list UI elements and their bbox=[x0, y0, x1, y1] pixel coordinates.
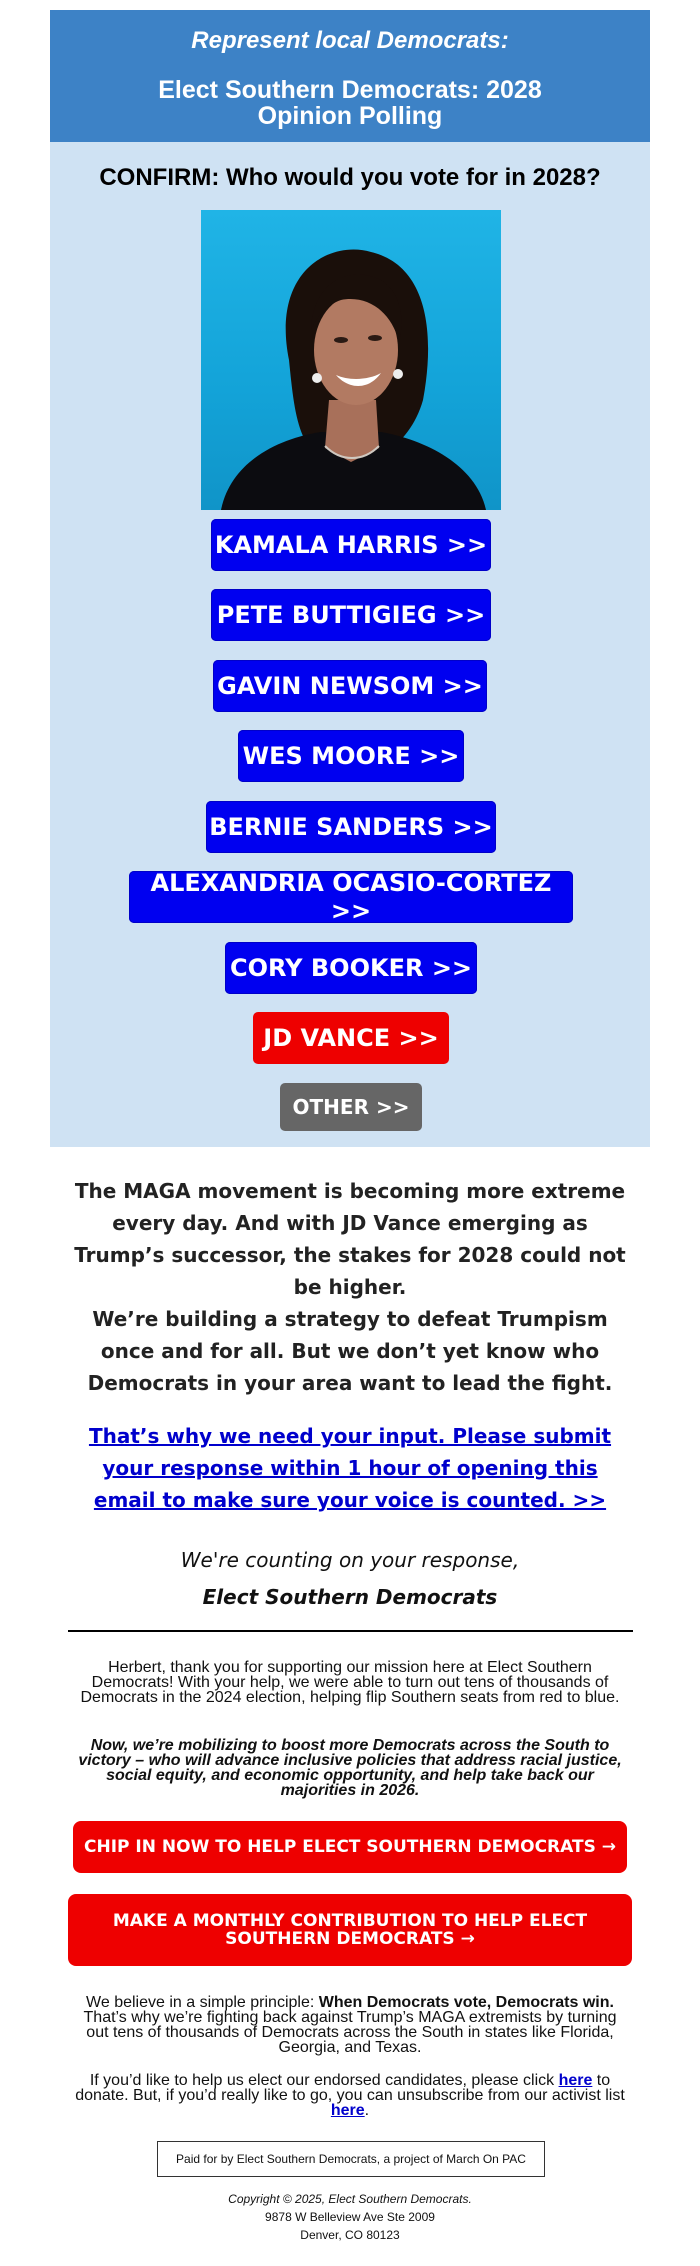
address-line-1: 9878 W Belleview Ave Ste 2009 bbox=[265, 2210, 435, 2224]
signoff-line: We're counting on your response, bbox=[180, 1548, 520, 1572]
paid-for-disclaimer: Paid for by Elect Southern Democrats, a project of March On PAC bbox=[157, 2141, 545, 2177]
vote-newsom-button[interactable]: GAVIN NEWSOM >> bbox=[213, 660, 487, 712]
vote-booker-button[interactable]: CORY BOOKER >> bbox=[225, 942, 477, 994]
help-text-mid: to donate. But, if you’d really like to go, you can unsubscribe from our activist list bbox=[75, 2072, 625, 2104]
body-paragraph-2: We’re building a strategy to defeat Trumpism once and for all. But we don’t yet know who Democrats in your area want to lead the fight. bbox=[87, 1307, 613, 1395]
response-cta-link[interactable]: That’s why we need your input. Please submit your response within 1 hour of opening this email to make sure your voice is counted. >> bbox=[88, 1424, 612, 1512]
help-paragraph bbox=[75, 2073, 625, 2118]
help-text-pre: If you’d like to help us elect our endorsed candidates, please click bbox=[89, 2072, 559, 2089]
header-title-line2: Opinion Polling bbox=[257, 102, 443, 130]
poll-question: CONFIRM: Who would you vote for in 2028? bbox=[99, 164, 601, 191]
section-divider bbox=[68, 1630, 633, 1632]
vote-sanders-button[interactable]: BERNIE SANDERS >> bbox=[206, 801, 496, 853]
copyright-line: Copyright © 2025, Elect Southern Democrats. bbox=[228, 2192, 472, 2206]
cta-link-wrapper bbox=[70, 1420, 630, 1516]
vote-moore-button[interactable]: WES MOORE >> bbox=[238, 730, 464, 782]
principle-text-pre: We believe in a simple principle: bbox=[86, 1994, 319, 2011]
portrait-illustration bbox=[201, 210, 501, 510]
help-text-post: . bbox=[364, 2102, 370, 2119]
mission-paragraph: Now, we’re mobilizing to boost more Democrats across the South to victory – who will advance inclusive policies that address racial justice, social equity, and economic opportunity, and help take back our majorities in 2026. bbox=[78, 1737, 622, 1799]
vote-ocasio-cortez-button[interactable]: ALEXANDRIA OCASIO-CORTEZ >> bbox=[129, 871, 573, 923]
unsubscribe-here-link[interactable]: here bbox=[330, 2102, 365, 2119]
header-banner bbox=[50, 10, 650, 142]
principle-paragraph bbox=[75, 1995, 625, 2055]
candidate-photo bbox=[201, 210, 501, 510]
principle-text-post: That’s why we’re fighting back against Trump’s MAGA extremists by turning out tens of thousands of Democrats across the South in states like Florida, Georgia, and Texas. bbox=[83, 2009, 617, 2056]
header-kicker: Represent local Democrats: bbox=[191, 27, 509, 54]
monthly-contribution-button[interactable]: MAKE A MONTHLY CONTRIBUTION TO HELP ELECT SOUTHERN DEMOCRATS → bbox=[68, 1894, 632, 1966]
body-paragraph-1: The MAGA movement is becoming more extreme every day. And with JD Vance emerging as Trump’s successor, the stakes for 2028 could not be higher. bbox=[74, 1179, 626, 1299]
chip-in-button[interactable]: CHIP IN NOW TO HELP ELECT SOUTHERN DEMOCRATS → bbox=[73, 1821, 627, 1873]
vote-harris-button[interactable]: KAMALA HARRIS >> bbox=[211, 519, 491, 571]
principle-text-bold: When Democrats vote, Democrats win. bbox=[318, 1994, 614, 2011]
footer bbox=[50, 2190, 650, 2244]
thanks-paragraph: Herbert, thank you for supporting our mission here at Elect Southern Democrats! With your help, we were able to turn out tens of thousands of Democrats in the 2024 election, helping flip Southern seats from red to blue. bbox=[80, 1659, 620, 1706]
vote-vance-button[interactable]: JD VANCE >> bbox=[253, 1012, 449, 1064]
header-title-line1: Elect Southern Democrats: 2028 bbox=[158, 76, 542, 104]
donate-here-link[interactable]: here bbox=[558, 2072, 593, 2089]
vote-other-button[interactable]: OTHER >> bbox=[280, 1083, 422, 1131]
address-line-2: Denver, CO 80123 bbox=[300, 2228, 400, 2242]
signoff-org: Elect Southern Democrats bbox=[202, 1585, 498, 1609]
header-title bbox=[50, 77, 650, 129]
vote-buttigieg-button[interactable]: PETE BUTTIGIEG >> bbox=[211, 589, 491, 641]
poll-section bbox=[50, 142, 650, 1147]
